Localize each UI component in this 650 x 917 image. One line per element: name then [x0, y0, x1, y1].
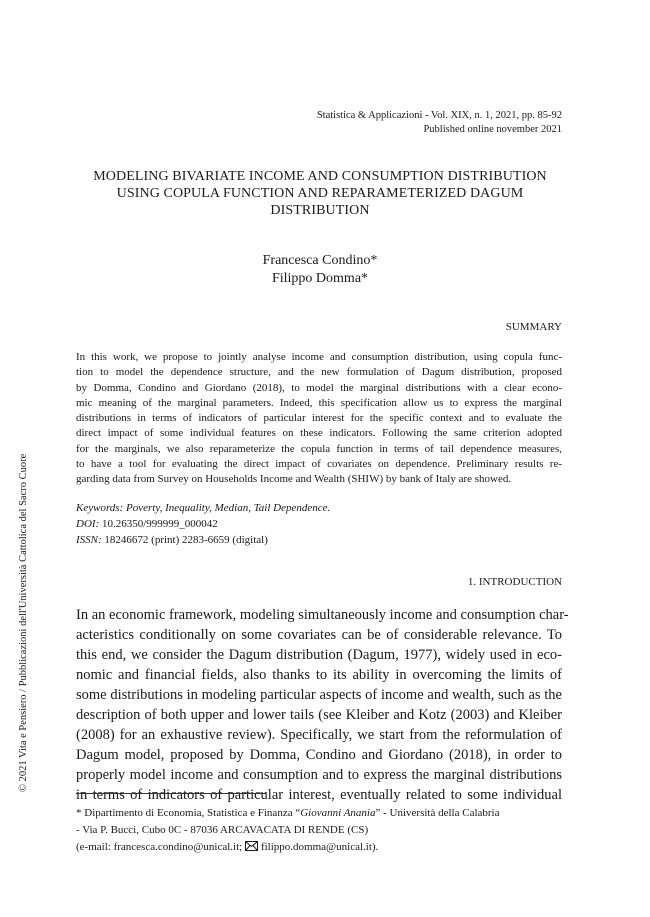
published-date: Published online november 2021 — [423, 124, 562, 135]
abstract-line: tion to model the dependence structure, and the new formulation of Dagum distribution, proposed — [76, 366, 562, 379]
body-line: Dagum model, proposed by Domma, Condino and Giordano (2018), in order to — [76, 747, 562, 763]
body-line: this end, we consider the Dagum distribution (Dagum, 1977), widely used in eco- — [76, 647, 562, 663]
body-line: some distributions in modeling particular aspects of income and wealth, such as the — [76, 687, 562, 703]
keywords-label: Keywords: — [76, 502, 124, 514]
body-line: (2008) for an exhaustive review). Specifically, we start from the reformulation of — [76, 727, 562, 743]
footnote-text: ” - Università della Calabria — [375, 807, 500, 819]
journal-header: Statistica & Applicazioni - Vol. XIX, n. 1, 2021, pp. 85-92 — [316, 110, 562, 121]
abstract-line: In this work, we propose to jointly analyse income and consumption distribution, using copula func- — [76, 351, 562, 363]
abstract-line: garding data from Survey on Households Income and Wealth (SHIW) by bank of Italy are showed. — [76, 473, 512, 486]
title-line: USING COPULA FUNCTION AND REPARAMETERIZED DAGUM — [116, 186, 524, 201]
issn-value: 18246672 (print) 2283-6659 (digital) — [104, 534, 268, 546]
footnote-text: * Dipartimento di Economia, Statistica e Finanza “ — [76, 807, 301, 819]
abstract-line: by Domma, Condino and Giordano (2018), to model the marginal distributions with a clear econo- — [76, 381, 562, 394]
abstract — [76, 350, 562, 488]
author-list — [70, 252, 570, 288]
issn-label: ISSN: — [76, 534, 102, 546]
footnote-line: - Via P. Bucci, Cubo 0C - 87036 ARCAVACATA DI RENDE (CS) — [76, 824, 369, 836]
doi-label: DOI: — [76, 518, 100, 530]
envelope-icon — [245, 840, 258, 857]
body-line: in terms of indicators of particular interest, eventually related to some individual — [76, 787, 562, 803]
abstract-line: distributions in terms of indicators of particular interest for the specific context and to evaluate the — [76, 412, 562, 425]
title-line: MODELING BIVARIATE INCOME AND CONSUMPTION DISTRIBUTION — [93, 169, 547, 184]
footnote-line — [76, 805, 562, 822]
abstract-line: to have a tool for evaluating the direct impact of covariates on dependence. Preliminary results re- — [76, 458, 562, 471]
section-heading: 1. INTRODUCTION — [467, 576, 562, 588]
paper-title — [70, 168, 570, 219]
footnote-email: filippo.domma@unical.it). — [260, 841, 379, 853]
abstract-line: direct impact of some individual features on these indicators. Following the same criterion adopted — [76, 427, 562, 440]
body-line: acteristics conditionally on some covariates can be of considerable relevance. To — [76, 627, 562, 643]
issn-line — [76, 532, 330, 548]
keywords-value: Poverty, Inequality, Median, Tail Dependence. — [126, 502, 331, 514]
author-name: Francesca Condino* — [262, 253, 378, 268]
abstract-line: for the marginals, we also reparameterize the copula function in terms of tail dependence measures, — [76, 442, 562, 455]
body-line: description of both upper and lower tails (see Kleiber and Kotz (2003) and Kleiber — [76, 707, 562, 723]
footnote — [76, 805, 562, 857]
paper-metadata — [76, 500, 330, 548]
footnote-italic: Giovanni Anania — [300, 807, 376, 819]
footnote-line — [76, 839, 562, 857]
footnote-email: (e-mail: francesca.condino@unical.it; — [76, 841, 243, 853]
keywords-line — [76, 500, 330, 516]
body-line: properly model income and consumption and to express the marginal distributions — [76, 767, 562, 783]
copyright-side-note: © 2021 Vita e Pensiero / Pubblicazioni dell'Università Cattolica del Sacro Cuore — [18, 453, 29, 792]
abstract-line: mic meaning of the marginal parameters. Indeed, this specification allow us to express the marginal — [76, 396, 562, 409]
summary-heading: SUMMARY — [505, 321, 562, 333]
introduction-body — [76, 605, 569, 805]
doi-line — [76, 516, 330, 532]
title-line: DISTRIBUTION — [270, 203, 370, 218]
footnote-rule — [76, 793, 266, 794]
author-name: Filippo Domma* — [271, 271, 369, 286]
body-line: nomic and financial fields, also thanks to its ability in overcoming the limits of — [76, 667, 562, 683]
doi-value: 10.26350/999999_000042 — [101, 518, 218, 530]
body-line: In an economic framework, modeling simultaneously income and consumption char- — [76, 607, 569, 623]
